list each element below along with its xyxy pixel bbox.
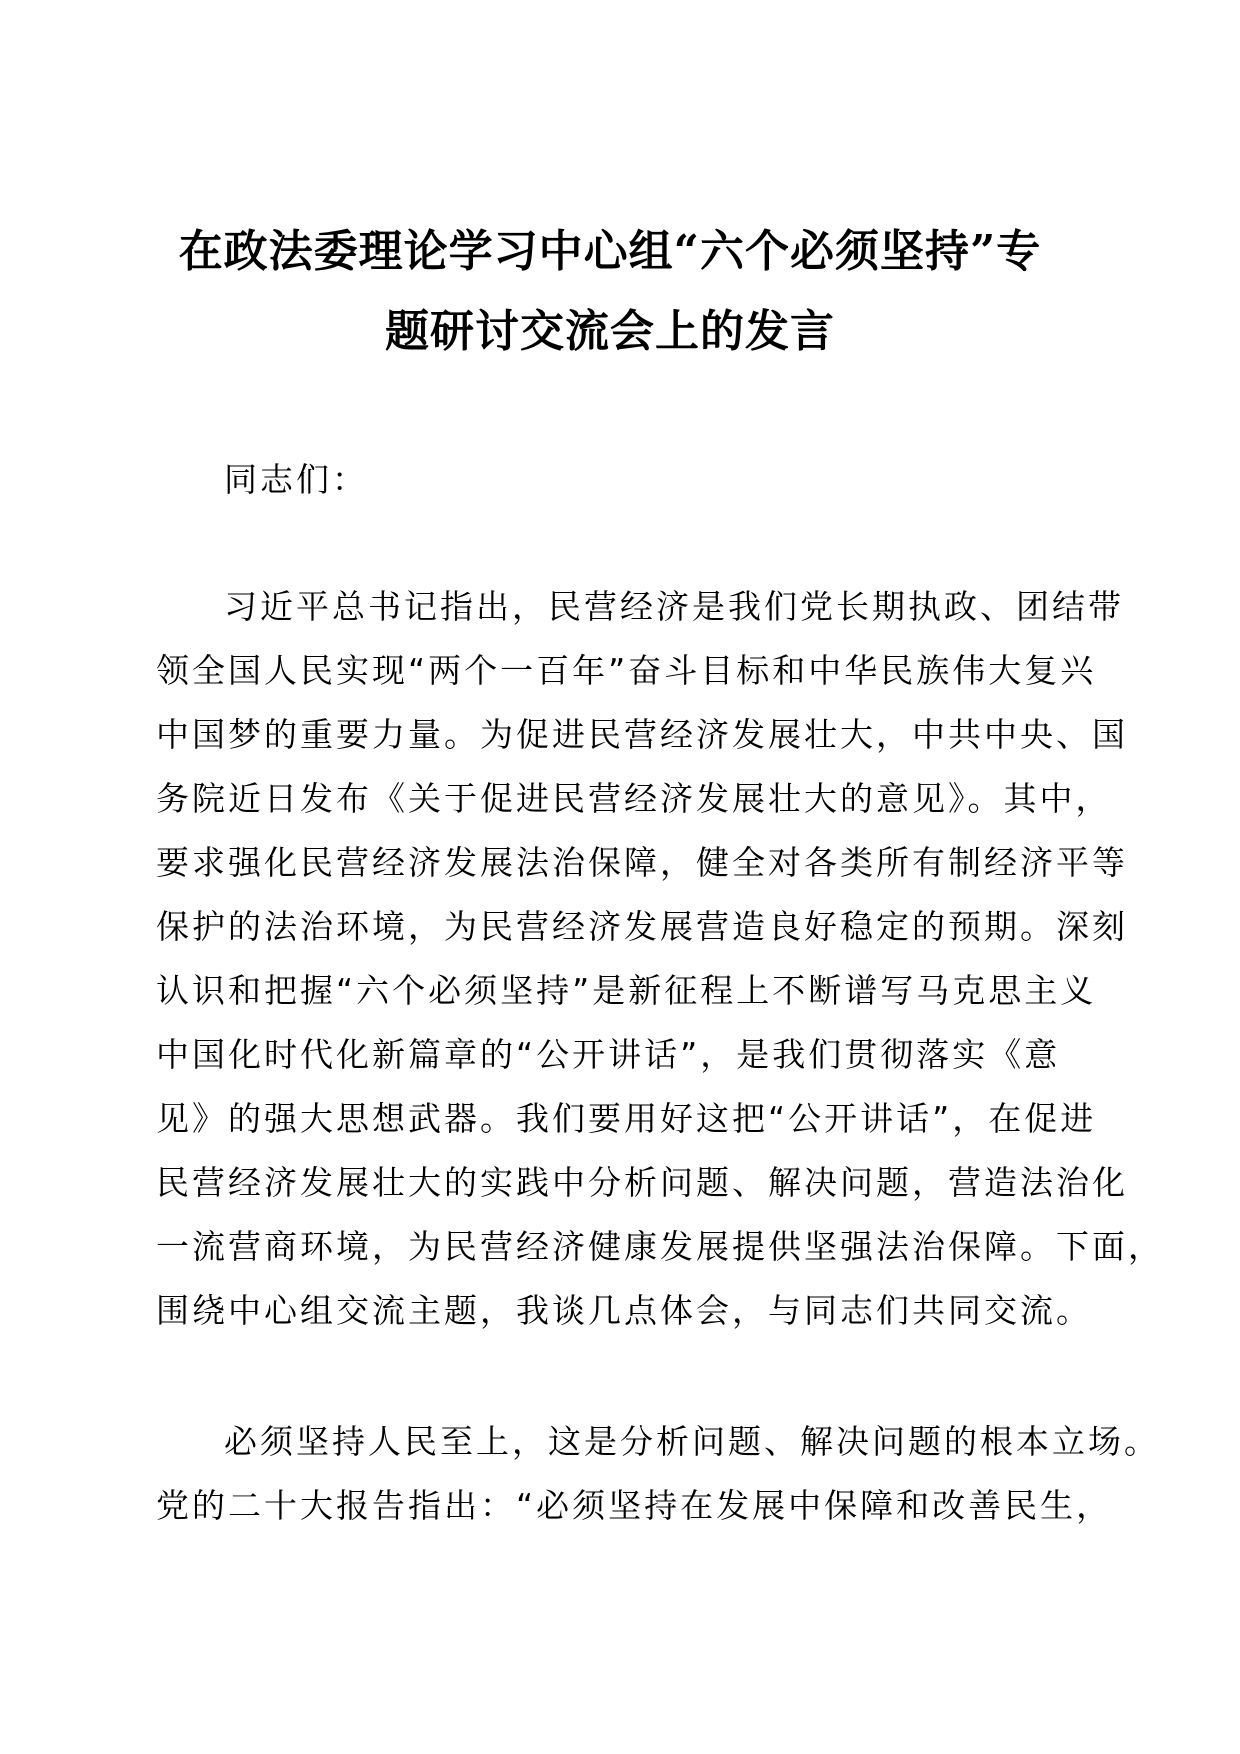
paragraph-1-line: 要求强化民营经济发展法治保障，健全对各类所有制经济平等 bbox=[156, 843, 1128, 882]
salutation-text: 同志们： bbox=[224, 460, 368, 499]
document-title bbox=[150, 212, 1070, 372]
paragraph-2-line: 必须坚持人民至上，这是分析问题、解决问题的根本立场。 bbox=[224, 1422, 1160, 1461]
paragraph-1-line: 中国梦的重要力量。为促进民营经济发展壮大，中共中央、国 bbox=[156, 715, 1128, 754]
salutation bbox=[156, 448, 1086, 512]
paragraph-1-line: 中国化时代化新篇章的“公开讲话”，是我们贯彻落实《意 bbox=[156, 1035, 1061, 1074]
title-line-1: 在政法委理论学习中心组“六个必须坚持”专 bbox=[178, 226, 1042, 277]
paragraph-1-line: 认识和把握“六个必须坚持”是新征程上不断谱写马克思主义 bbox=[156, 971, 1097, 1010]
paragraph-1-line: 领全国人民实现“两个一百年”奋斗目标和中华民族伟大复兴 bbox=[156, 651, 1097, 690]
paragraph-1-line: 保护的法治环境，为民营经济发展营造良好稳定的预期。深刻 bbox=[156, 907, 1128, 946]
paragraph-1-line: 见》的强大思想武器。我们要用好这把“公开讲话”，在促进 bbox=[156, 1099, 1097, 1138]
paragraph-2 bbox=[156, 1410, 1160, 1538]
paragraph-2-line: 党的二十大报告指出：“必须坚持在发展中保障和改善民生， bbox=[156, 1486, 1113, 1525]
title-line-2: 题研讨交流会上的发言 bbox=[385, 306, 835, 357]
paragraph-1 bbox=[156, 575, 1164, 1343]
paragraph-1-line: 民营经济发展壮大的实践中分析问题、解决问题，营造法治化 bbox=[156, 1163, 1128, 1202]
paragraph-1-line: 围绕中心组交流主题，我谈几点体会，与同志们共同交流。 bbox=[156, 1291, 1092, 1330]
paragraph-1-line: 务院近日发布《关于促进民营经济发展壮大的意见》。其中， bbox=[156, 779, 1112, 818]
paragraph-1-line: 一流营商环境，为民营经济健康发展提供坚强法治保障。下面， bbox=[156, 1227, 1164, 1266]
paragraph-1-line: 习近平总书记指出，民营经济是我们党长期执政、团结带 bbox=[224, 587, 1124, 626]
